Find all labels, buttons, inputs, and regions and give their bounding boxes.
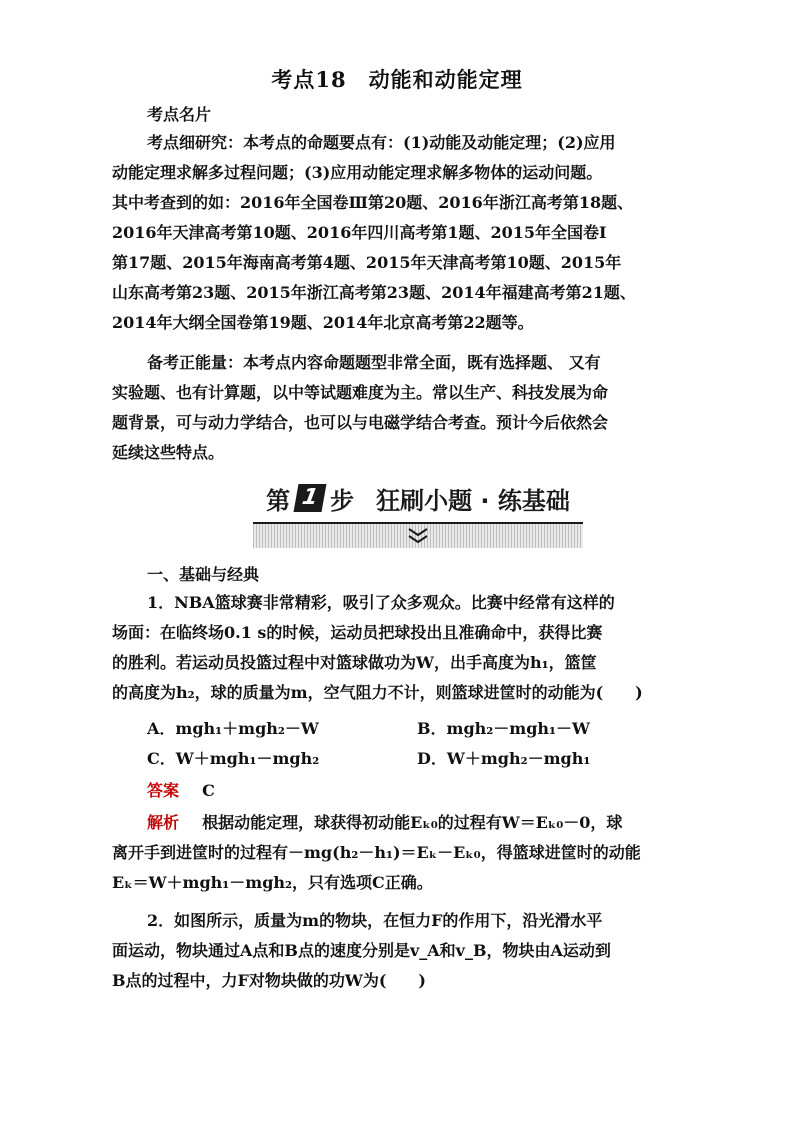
- option-c[interactable]: C．W＋mgh₁－mgh₂: [147, 749, 320, 768]
- options-row-1: [147, 714, 687, 744]
- option-a[interactable]: A．mgh₁＋mgh₂－W: [147, 719, 319, 738]
- analysis-label: 解析: [147, 813, 180, 832]
- question-2: [112, 906, 684, 996]
- energy-line: 实验题、也有计算题，以中等试题难度为主。常以生产、科技发展为命: [112, 383, 609, 402]
- section-heading: 考点名片: [147, 105, 212, 124]
- energy-line: 题背景，可与动力学结合，也可以与电磁学结合考查。预计今后依然会: [112, 413, 609, 432]
- question-line: 场面：在临终场0.1 s的时候，运动员把球投出且准确命中，获得比赛: [112, 623, 603, 642]
- analysis-line: 离开手到进筐时的过程有－mg(h₂－h₁)＝Eₖ－Eₖ₀，得篮球进筐时的动能: [112, 843, 641, 862]
- option-b[interactable]: B．mgh₂－mgh₁－W: [417, 719, 591, 738]
- detail-line: 其中考查到的如：2016年全国卷Ⅲ第20题、2016年浙江高考第18题、: [112, 193, 634, 212]
- analysis-text: 根据动能定理，球获得初动能Eₖ₀的过程有W＝Eₖ₀－0，球: [202, 813, 623, 832]
- question-line: 2．如图所示，质量为m的物块，在恒力F的作用下，沿光滑水平: [147, 911, 603, 930]
- page-title: [0, 64, 794, 94]
- energy-line: 备考正能量：本考点内容命题题型非常全面，既有选择题、 又有: [147, 353, 601, 372]
- energy-line: 延续这些特点。: [112, 443, 225, 462]
- question-1: [112, 588, 684, 708]
- detail-paragraph: [112, 128, 684, 338]
- question-line: B点的过程中，力F对物块做的功W为( ): [112, 971, 426, 990]
- detail-line: 考点细研究：本考点的命题要点有：(1)动能及动能定理；(2)应用: [147, 133, 616, 152]
- detail-line: 2016年天津高考第10题、2016年四川高考第1题、2015年全国卷Ⅰ: [112, 223, 607, 242]
- question-line: 1．NBA篮球赛非常精彩，吸引了众多观众。比赛中经常有这样的: [147, 593, 615, 612]
- title-topic-name: 动能和动能定理: [368, 67, 523, 92]
- question-line: 的胜利。若运动员投篮过程中对篮球做功为W，出手高度为h₁，篮筐: [112, 653, 597, 672]
- question-line: 的高度为h₂，球的质量为m，空气阻力不计，则篮球进筐时的动能为( ): [112, 683, 643, 702]
- analysis-paragraph: [112, 808, 684, 898]
- title-topic-number: 考点18: [271, 67, 347, 92]
- subsection-heading: 一、基础与经典: [147, 565, 260, 584]
- analysis-line: Eₖ＝W＋mgh₁－mgh₂，只有选项C正确。: [112, 873, 433, 892]
- question-line: 面运动，物块通过A点和B点的速度分别是v_A和v_B，物块由A运动到: [112, 941, 611, 960]
- double-chevron-down-icon: [406, 526, 430, 546]
- step-middle: 步: [330, 486, 355, 515]
- option-d[interactable]: D．W＋mgh₂－mgh₁: [417, 749, 591, 768]
- banner-strip: [253, 522, 583, 548]
- detail-line: 山东高考第23题、2015年浙江高考第23题、2014年福建高考第21题、: [112, 283, 636, 302]
- detail-line: 2014年大纲全国卷第19题、2014年北京高考第22题等。: [112, 313, 534, 332]
- step-banner-text: 狂刷小题 · 练基础: [376, 486, 570, 515]
- answer-value: C: [202, 781, 215, 800]
- energy-paragraph: [112, 348, 684, 468]
- detail-line: 第17题、2015年海南高考第4题、2015年天津高考第10题、2015年: [112, 253, 622, 272]
- step-prefix: 第: [266, 486, 291, 515]
- detail-line: 动能定理求解多过程问题；(3)应用动能定理求解多物体的运动问题。: [112, 163, 603, 182]
- step-number-badge: 1: [294, 484, 327, 512]
- step-banner-title: [253, 478, 583, 518]
- step-banner: [253, 478, 583, 546]
- answer-row: [147, 776, 687, 806]
- answer-label: 答案: [147, 781, 180, 800]
- options-row-2: [147, 744, 687, 774]
- analysis-line: [112, 808, 684, 838]
